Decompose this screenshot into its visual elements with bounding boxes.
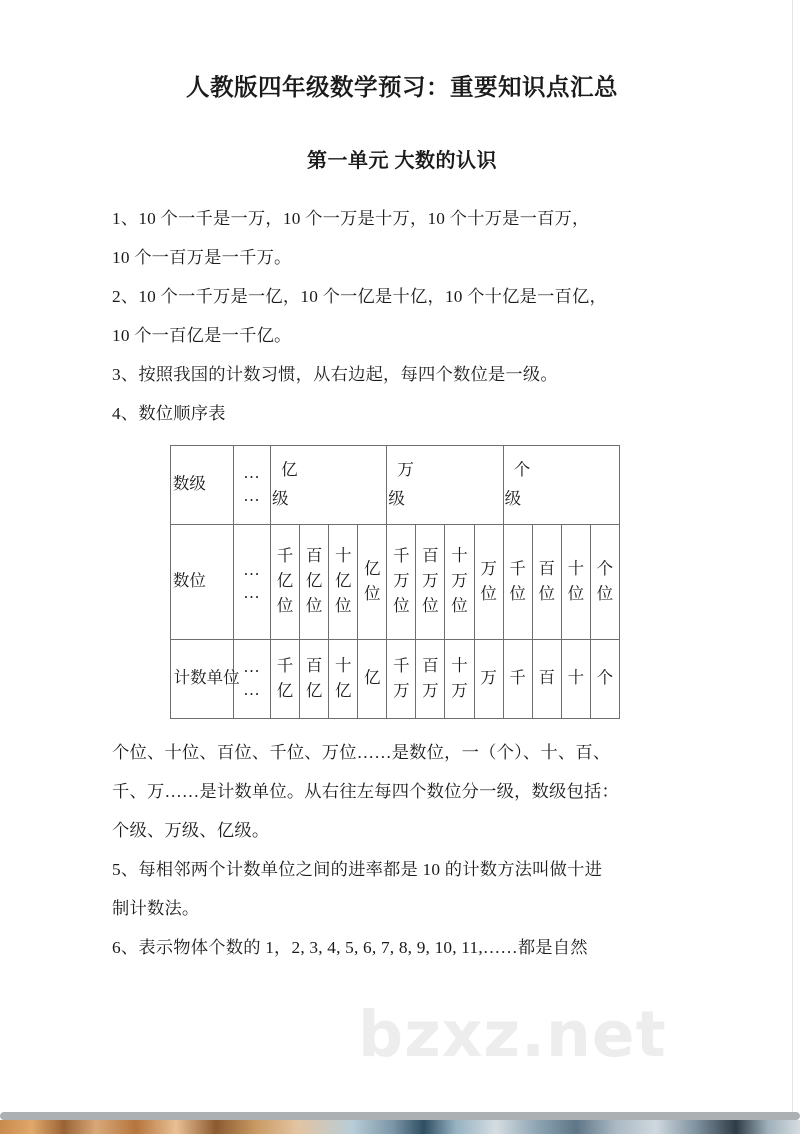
row-label-unit-text: 计数单位: [173, 668, 240, 688]
row-label-digit-text: 数位: [172, 571, 206, 591]
table-cell-digit-yi: 亿位: [358, 524, 387, 639]
table-cell-digit-baiyi: 百亿位: [300, 524, 329, 639]
paragraph-item-1-line-1: 1、10 个一千是一万，10 个一万是十万，10 个十万是一百万，: [112, 208, 590, 228]
paragraph-explain-line-1: 个位、十位、百位、千位、万位……是数位，一（个）、十、百、: [112, 742, 611, 762]
table-cell-digit-bai: 百位: [532, 524, 561, 639]
next-page-preview[interactable]: [0, 1120, 800, 1134]
ellipsis-glyph-bottom: …: [243, 485, 261, 505]
table-cell-unit-shi: 十: [561, 639, 590, 718]
group-ge-name: 个: [513, 459, 531, 479]
group-wan-name: 万: [397, 459, 414, 479]
table-cell-digit-shiwan: 十万位: [445, 524, 474, 639]
place-value-table: [170, 445, 620, 719]
table-cell-group-yi: [271, 445, 387, 524]
place-value-table-container: [112, 433, 692, 719]
ellipsis-glyph-bottom: …: [243, 582, 261, 602]
page-title: 人教版四年级数学预习：重要知识点汇总: [186, 75, 618, 101]
table-cell-unit-yi: 亿: [358, 639, 387, 718]
table-row-digit-position: [171, 524, 620, 639]
paragraph-item-3: 3、按照我国的计数习惯，从右边起，每四个数位是一级。: [112, 364, 558, 384]
site-watermark: bzxz.net: [358, 998, 667, 1071]
table-cell-unit-qianwan: 千万: [387, 639, 416, 718]
group-yi-suffix: 级: [272, 488, 289, 508]
page-separator-bar: [0, 1112, 800, 1120]
paragraph-item-1-line-2: 10 个一百万是一千万。: [112, 247, 292, 267]
table-cell-digit-qianyi: 千亿位: [271, 524, 300, 639]
table-cell-digit-shi: 十位: [561, 524, 590, 639]
ellipsis-glyph-top: …: [243, 463, 261, 483]
group-wan-suffix: 级: [388, 488, 405, 508]
table-cell-unit-qianyi: 千亿: [271, 639, 300, 718]
table-cell-group-wan: [387, 445, 503, 524]
paragraph-item-2-line-2: 10 个一百亿是一千亿。: [112, 325, 292, 345]
table-cell-digit-ge: 个位: [590, 524, 619, 639]
table-row-counting-unit: [171, 639, 620, 718]
table-row-grade: [171, 445, 620, 524]
table-cell-unit-qian: 千: [503, 639, 532, 718]
table-cell-ellipsis-digit: [234, 524, 271, 639]
next-page-thumbnail-image: [0, 1120, 800, 1134]
table-cell-unit-bai: 百: [532, 639, 561, 718]
row-label-grade-text: 数级: [172, 474, 206, 494]
paragraph-item-2-line-1: 2、10 个一千万是一亿，10 个一亿是十亿，10 个十亿是一百亿，: [112, 286, 607, 306]
paragraph-item-5-line-1: 5、每相邻两个计数单位之间的进率都是 10 的计数方法叫做十进: [112, 859, 603, 879]
paragraph-item-6-line-1: 6、表示物体个数的 1，2, 3, 4, 5, 6, 7, 8, 9, 10, 11,……都是自然: [112, 937, 588, 957]
table-cell-unit-baiyi: 百亿: [300, 639, 329, 718]
table-cell-digit-baiwan: 百万位: [416, 524, 445, 639]
unit-heading: 第一单元 大数的认识: [307, 149, 497, 172]
body-section-top: [112, 174, 692, 433]
table-cell-row-label-grade: [171, 445, 234, 524]
body-section-bottom: [112, 719, 692, 967]
ellipsis-glyph-bottom: …: [243, 679, 261, 699]
table-cell-row-label-unit: [171, 639, 240, 718]
paragraph-explain-line-3: 个级、万级、亿级。: [112, 820, 270, 840]
table-cell-unit-shiyi: 十亿: [329, 639, 358, 718]
table-cell-unit-shiwan: 十万: [445, 639, 474, 718]
group-yi-name: 亿: [281, 459, 298, 479]
table-cell-group-ge: [503, 445, 619, 524]
ellipsis-glyph-top: …: [243, 560, 261, 580]
page-content-area: [112, 0, 692, 967]
paragraph-explain-line-2: 千、万……是计数单位。从右往左每四个数位分一级，数级包括：: [112, 781, 619, 801]
table-cell-unit-wan: 万: [474, 639, 503, 718]
table-cell-unit-baiwan: 百万: [416, 639, 445, 718]
table-cell-digit-qianwan: 千万位: [387, 524, 416, 639]
table-cell-digit-wan: 万位: [474, 524, 503, 639]
table-cell-row-label-digit: [171, 524, 234, 639]
ellipsis-glyph-top: …: [243, 657, 261, 677]
table-cell-unit-ge: 个: [590, 639, 619, 718]
table-cell-digit-shiyi: 十亿位: [329, 524, 358, 639]
table-cell-digit-qian: 千位: [503, 524, 532, 639]
group-ge-suffix: 级: [504, 488, 522, 508]
paragraph-item-5-line-2: 制计数法。: [112, 898, 200, 918]
table-cell-ellipsis-grade: [234, 445, 271, 524]
paragraph-item-4: 4、数位顺序表: [112, 403, 226, 423]
